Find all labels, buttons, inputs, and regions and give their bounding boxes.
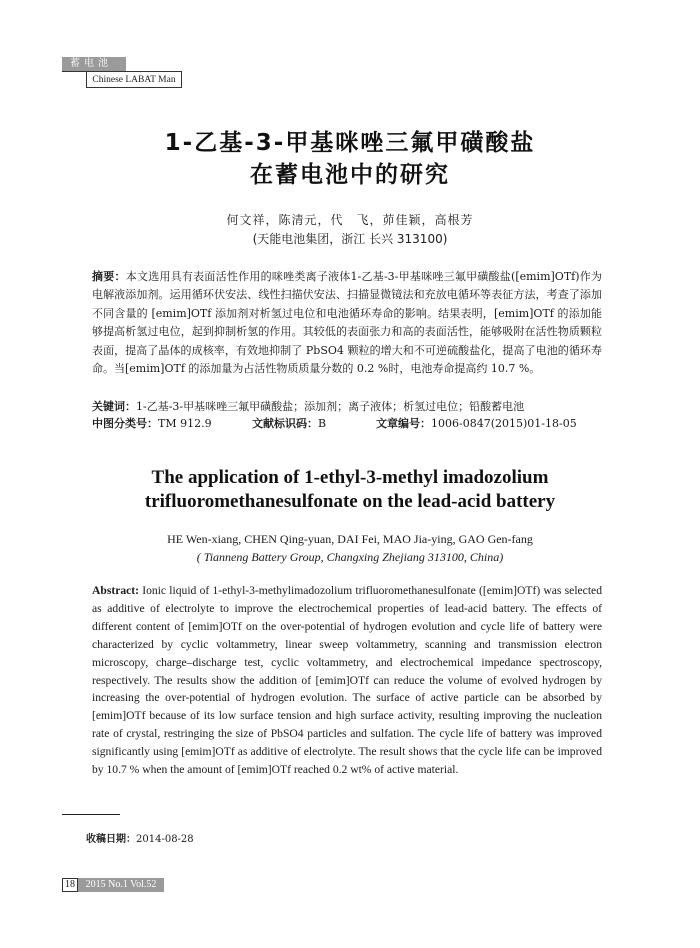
clc-label: 中图分类号： [92, 417, 158, 430]
received-label: 收稿日期： [86, 834, 136, 845]
chinese-keywords-label: 关键词： [92, 400, 136, 413]
chinese-abstract-label: 摘要： [92, 270, 126, 283]
chinese-abstract-text: 本文选用具有表面活性作用的咪唑类离子液体1-乙基-3-甲基咪唑三氟甲磺酸盐([emim]OTf)作为电解液添加剂。运用循环伏安法、线性扫描伏安法、扫描显微镜法和充放电循环等表征方法，考查了添加不同含量的 [emim]OTf 添加剂对析氢过电位和电池循环寿命的影响。结果表明，[emim]OTf 的添加能够提高析氢过电位，起到抑制析氢的作用。其较低的表面张力和高的表面活性，能够吸附在活性物质颗粒表面，提高了晶体的成核率，有效地抑制了 PbSO4 颗粒的增大和不可逆硫酸盐化，提高了电池的循环寿命。当[emim]OTf 的添加量为占活性物质质量分数的 0.2 %时，电池寿命提高约 10.7 %。 [92, 270, 603, 376]
doc-code-label: 文献标识码： [252, 417, 318, 430]
article-no-label: 文章编号： [376, 417, 431, 430]
english-title-line-2: trifluoromethanesulfonate on the lead-acid battery [144, 491, 556, 512]
english-affiliation: ( Tianneng Battery Group, Changxing Zhejiang 313100, China) [196, 550, 504, 564]
chinese-title-line-1: 1-乙基-3-甲基咪唑三氟甲磺酸盐 [164, 130, 536, 156]
clc-value: TM 912.9 [158, 417, 212, 430]
english-abstract-label: Abstract: [92, 584, 140, 597]
page-number: 18 [62, 878, 78, 892]
article-no-value: 1006-0847(2015)01-18-05 [431, 417, 577, 430]
footnote-rule [62, 814, 120, 815]
english-authors: HE Wen-xiang, CHEN Qing-yuan, DAI Fei, MAO Jia-ying, GAO Gen-fang [167, 532, 533, 546]
doc-code-field [252, 415, 326, 432]
chinese-keywords [92, 398, 602, 415]
chinese-authors: 何文祥，陈清元，代 飞，茆佳颖，高根芳 [226, 213, 474, 227]
doc-code-value: B [318, 417, 327, 430]
received-value: 2014-08-28 [136, 834, 194, 845]
english-abstract-text: Ionic liquid of 1-ethyl-3-methylimadozolium trifluoromethanesulfonate ([emim]OTf) was selected as additive of electrolyte to improve the electrochemical properties of lead-acid battery. The effects of different content of [emim]OTf on the over-potential of hydrogen evolution and cycle life of battery were characterized by cyclic voltammetry, linear sweep voltammetry, scanning and transmission electron microscopy, charge–discharge test, cyclic voltammetry, and electrochemical impedance spectroscopy, respectively. The results show the addition of [emim]OTf can reduce the volume of evolved hydrogen by increasing the over-potential of hydrogen evolution. The surface of active particle can be absorbed by [emim]OTf because of its low surface tension and high surface activity, resulting improving the nucleation rate of crystal, restringing the size of PbSO4 particles and sulfation. The cycle life of battery was improved significantly using [emim]OTf as additive of electrolyte. The result shows that the cycle life can be improved by 10.7 % when the amount of [emim]OTf reached 0.2 wt% of active material. [92, 584, 602, 777]
article-no-field [376, 415, 577, 432]
section-subtitle: Chinese LABAT Man [86, 71, 182, 88]
chinese-abstract [92, 268, 602, 378]
received-date [86, 830, 194, 845]
section-tag: 蓄电池 [62, 57, 126, 71]
header-rule [62, 71, 86, 72]
english-title-line-1: The application of 1-ethyl-3-methyl imadozolium [151, 467, 549, 488]
chinese-title-line-2: 在蓄电池中的研究 [250, 162, 450, 188]
chinese-keywords-text: 1-乙基-3-甲基咪唑三氟甲磺酸盐；添加剂；离子液体；析氢过电位；铅酸蓄电池 [136, 400, 525, 413]
english-abstract [92, 582, 602, 779]
issue-info: 2015 No.1 Vol.52 [78, 878, 164, 892]
clc-field [92, 415, 212, 432]
chinese-affiliation: (天能电池集团，浙江 长兴 313100) [252, 232, 448, 246]
